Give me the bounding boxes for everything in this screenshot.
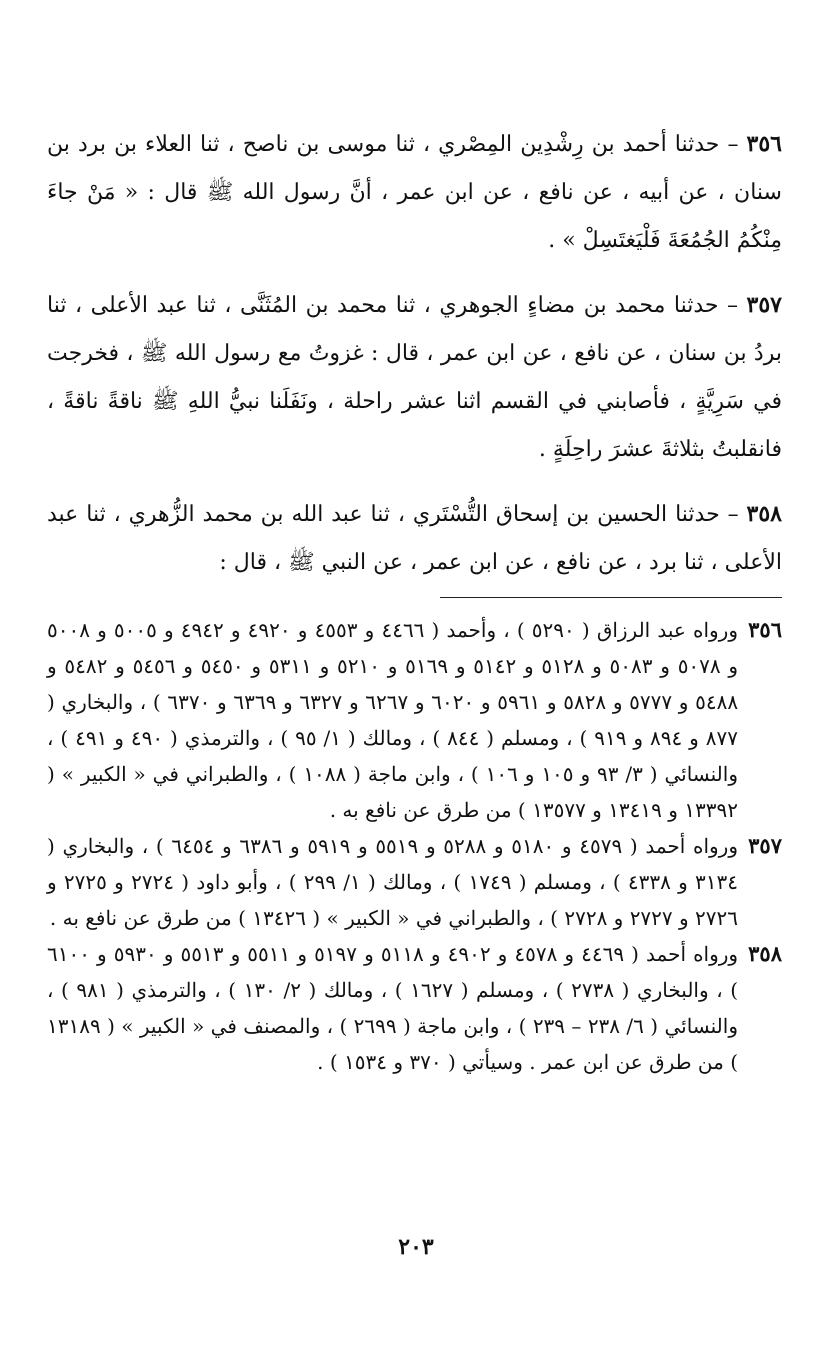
footnote-356 xyxy=(47,612,782,828)
hadith-357 xyxy=(47,281,782,474)
footnote-357 xyxy=(47,828,782,936)
page-number: ٢٠٣ xyxy=(398,1234,434,1260)
hadith-356 xyxy=(47,120,782,265)
footnote-number: ٣٥٨ xyxy=(748,941,782,966)
hadith-text: – حدثنا محمد بن مضاءٍ الجوهري ، ثنا محمد بن المُثَنَّى ، ثنا عبد الأعلى ، ثنا بردُ بن سنان ، عن نافع ، عن ابن عمر ، قال : غزوتُ مع رسول الله ﷺ ، فخرجت في سَرِيَّةٍ ، فأصابني في القسم اثنا عشر راحلة ، ونَفَلَنا نبيُّ اللهِ ﷺ ناقةً ناقةً ، فانقلبتُ بثلاثةَ عشرَ راحِلَةٍ . xyxy=(47,293,782,462)
footnote-number: ٣٥٧ xyxy=(748,833,782,858)
footnote-text: ورواه أحمد ( ٤٤٦٩ و ٤٥٧٨ و ٤٩٠٢ و ٥١١٨ و ٥١٩٧ و ٥٥١١ و ٥٥١٣ و ٥٩٣٠ و ٦١٠٠ ) ، والبخاري ( ٢٧٣٨ ) ، ومسلم ( ١٦٢٧ ) ، ومالك ( ٢/ ١٣٠ ) ، والترمذي ( ٩٨١ ) ، والنسائي ( ٦/ ٢٣٨ – ٢٣٩ ) ، وابن ماجة ( ٢٦٩٩ ) ، والمصنف في « الكبير » ( ١٣١٨٩ ) من طرق عن ابن عمر . وسيأتي ( ٣٧٠ و ١٥٣٤ ) . xyxy=(47,942,739,1074)
footnotes xyxy=(47,612,782,1080)
hadith-number: ٣٥٨ xyxy=(746,501,782,527)
footnote-divider xyxy=(440,597,782,598)
hadith-number: ٣٥٦ xyxy=(746,131,782,157)
hadith-text: – حدثنا الحسين بن إسحاق التُّسْتَري ، ثنا عبد الله بن محمد الزُّهري ، ثنا عبد الأعلى ، ثنا برد ، عن نافع ، عن ابن عمر ، عن النبي ﷺ ، قال : xyxy=(47,502,782,575)
footnote-text: ورواه عبد الرزاق ( ٥٢٩٠ ) ، وأحمد ( ٤٤٦٦ و ٤٥٥٣ و ٤٩٢٠ و ٤٩٤٢ و ٥٠٠٥ و ٥٠٠٨ و ٥٠٧٨ و ٥٠٨٣ و ٥١٢٨ و ٥١٤٢ و ٥١٦٩ و ٥٢١٠ و ٥٣١١ و ٥٤٥٠ و ٥٤٥٦ و ٥٤٨٢ و ٥٤٨٨ و ٥٧٧٧ و ٥٨٢٨ و ٥٩٦١ و ٦٠٢٠ و ٦٢٦٧ و ٦٣٢٧ و ٦٣٦٩ و ٦٣٧٠ ) ، والبخاري ( ٨٧٧ و ٨٩٤ و ٩١٩ ) ، ومسلم ( ٨٤٤ ) ، ومالك ( ١/ ٩٥ ) ، والترمذي ( ٤٩٠ و ٤٩١ ) ، والنسائي ( ٣/ ٩٣ و ١٠٥ و ١٠٦ ) ، وابن ماجة ( ١٠٨٨ ) ، والطبراني في « الكبير » ( ١٣٣٩٢ و ١٣٤١٩ و ١٣٥٧٧ ) من طرق عن نافع به . xyxy=(47,618,739,822)
footnote-number: ٣٥٦ xyxy=(748,617,782,642)
footnote-358 xyxy=(47,936,782,1080)
main-text xyxy=(47,120,782,603)
hadith-text: – حدثنا أحمد بن رِشْدِين المِصْري ، ثنا موسى بن ناصح ، ثنا العلاء بن برد بن سنان ، عن أبيه ، عن نافع ، عن ابن عمر ، أنَّ رسول الله ﷺ قال : « مَنْ جاءَ مِنْكُمُ الجُمُعَةَ فَلْيَغتَسِلْ » . xyxy=(47,132,782,253)
hadith-358 xyxy=(47,490,782,587)
hadith-number: ٣٥٧ xyxy=(746,292,782,318)
footnote-text: ورواه أحمد ( ٤٥٧٩ و ٥١٨٠ و ٥٢٨٨ و ٥٥١٩ و ٥٩١٩ و ٦٣٨٦ و ٦٤٥٤ ) ، والبخاري ( ٣١٣٤ و ٤٣٣٨ ) ، ومسلم ( ١٧٤٩ ) ، ومالك ( ١/ ٢٩٩ ) ، وأبو داود ( ٢٧٢٤ و ٢٧٢٥ و ٢٧٢٦ و ٢٧٢٧ و ٢٧٢٨ ) ، والطبراني في « الكبير » ( ١٣٤٢٦ ) من طرق عن نافع به . xyxy=(47,834,739,930)
